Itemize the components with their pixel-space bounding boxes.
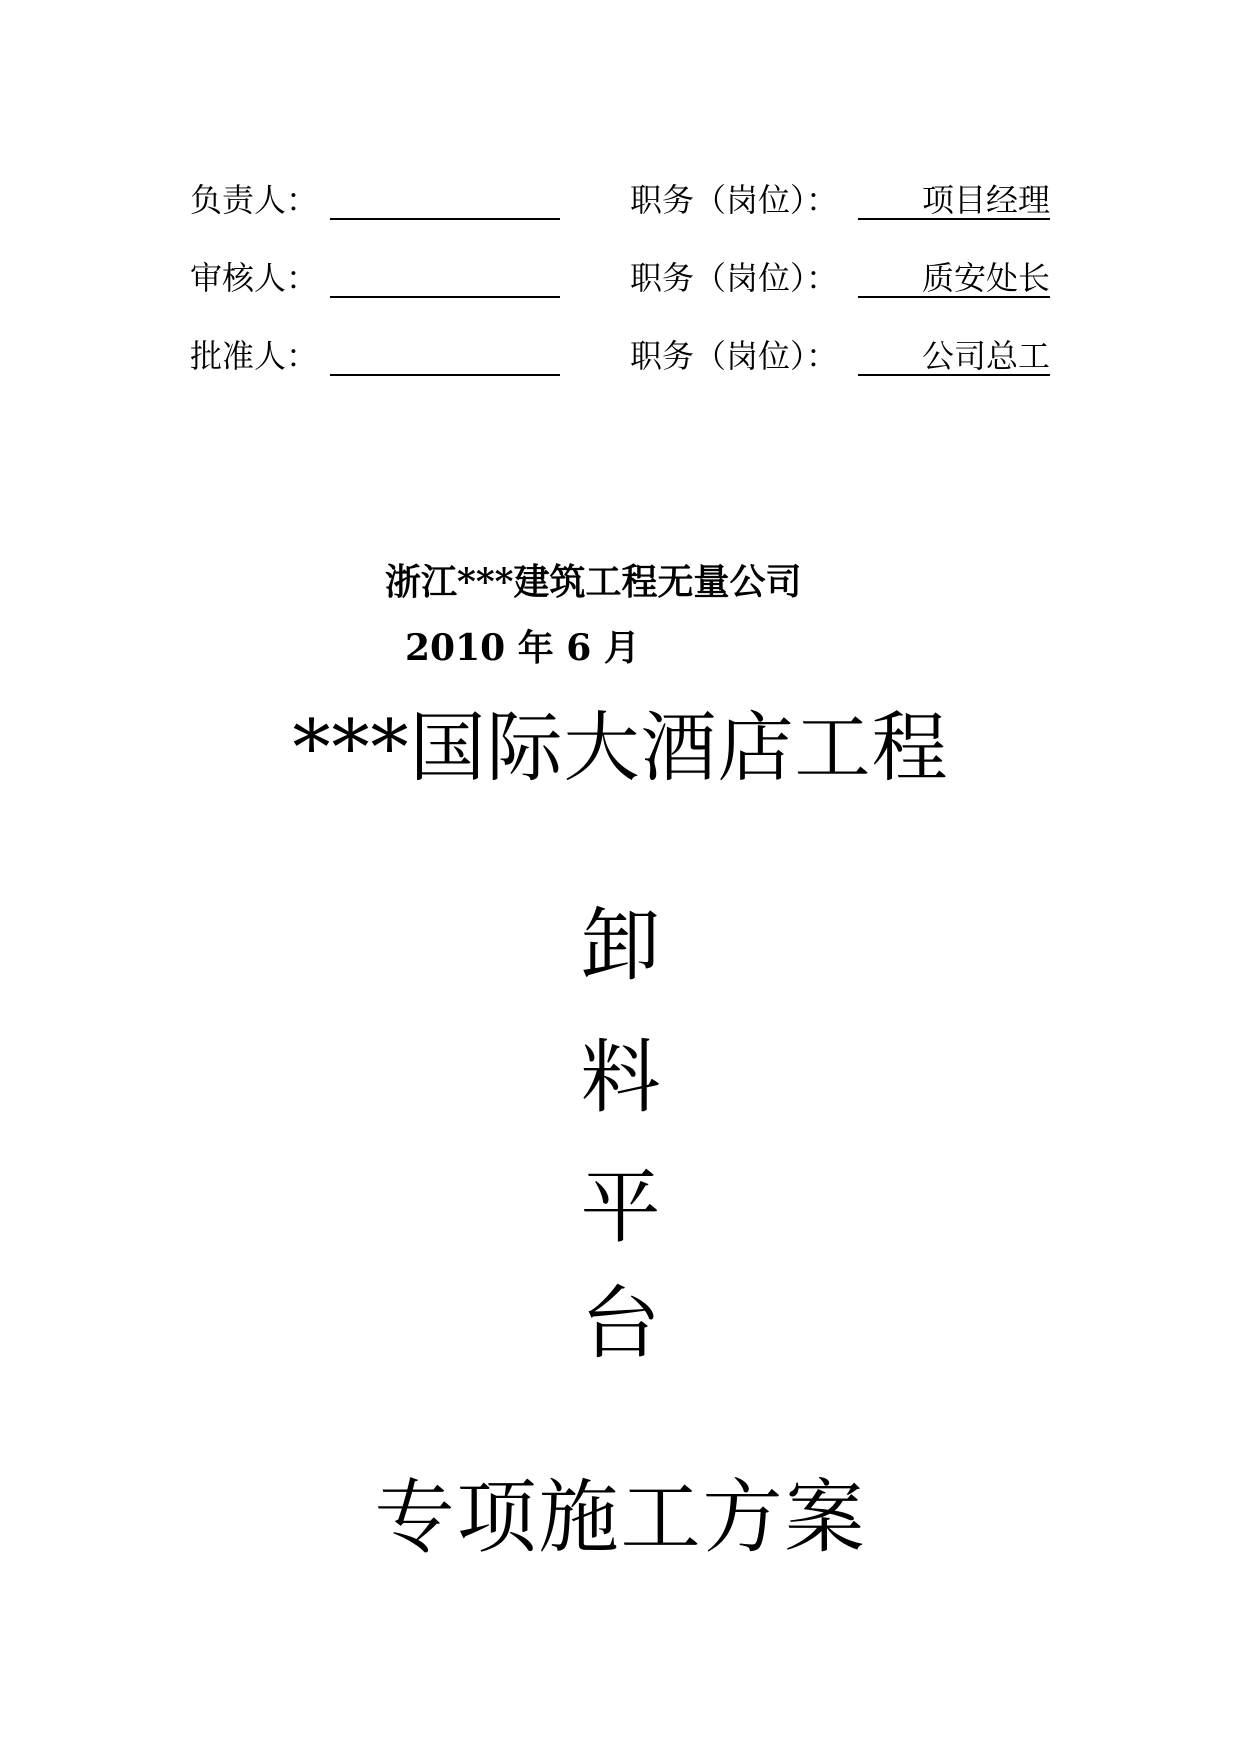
- issue-date: 2010 年 6 月: [405, 627, 640, 669]
- vertical-title-char: 卸: [580, 899, 661, 992]
- company-name: 浙江***建筑工程无量公司: [385, 561, 802, 603]
- responsible-signature-line: [330, 178, 560, 220]
- duty-value: 项目经理: [858, 178, 1050, 220]
- signature-row-approver: [190, 334, 1050, 378]
- approver-signature-line: [330, 334, 560, 376]
- duty-label: 职务（岗位）：: [630, 337, 839, 375]
- duty-label: 职务（岗位）：: [630, 181, 839, 219]
- scheme-title: 专项施工方案: [374, 1471, 867, 1564]
- duty-label: 职务（岗位）：: [630, 259, 839, 297]
- signature-row-responsible: [190, 178, 1050, 222]
- reviewer-label: 审核人：: [190, 259, 319, 297]
- duty-value: 公司总工: [858, 334, 1050, 376]
- responsible-label: 负责人：: [190, 181, 319, 219]
- signature-row-reviewer: [190, 256, 1050, 300]
- vertical-title-char: 料: [580, 1031, 661, 1124]
- reviewer-signature-line: [330, 256, 560, 298]
- vertical-title-char: 台: [580, 1277, 661, 1370]
- project-title: ***国际大酒店工程: [292, 703, 949, 792]
- duty-value: 质安处长: [858, 256, 1050, 298]
- approver-label: 批准人：: [190, 337, 319, 375]
- vertical-title-char: 平: [580, 1161, 661, 1254]
